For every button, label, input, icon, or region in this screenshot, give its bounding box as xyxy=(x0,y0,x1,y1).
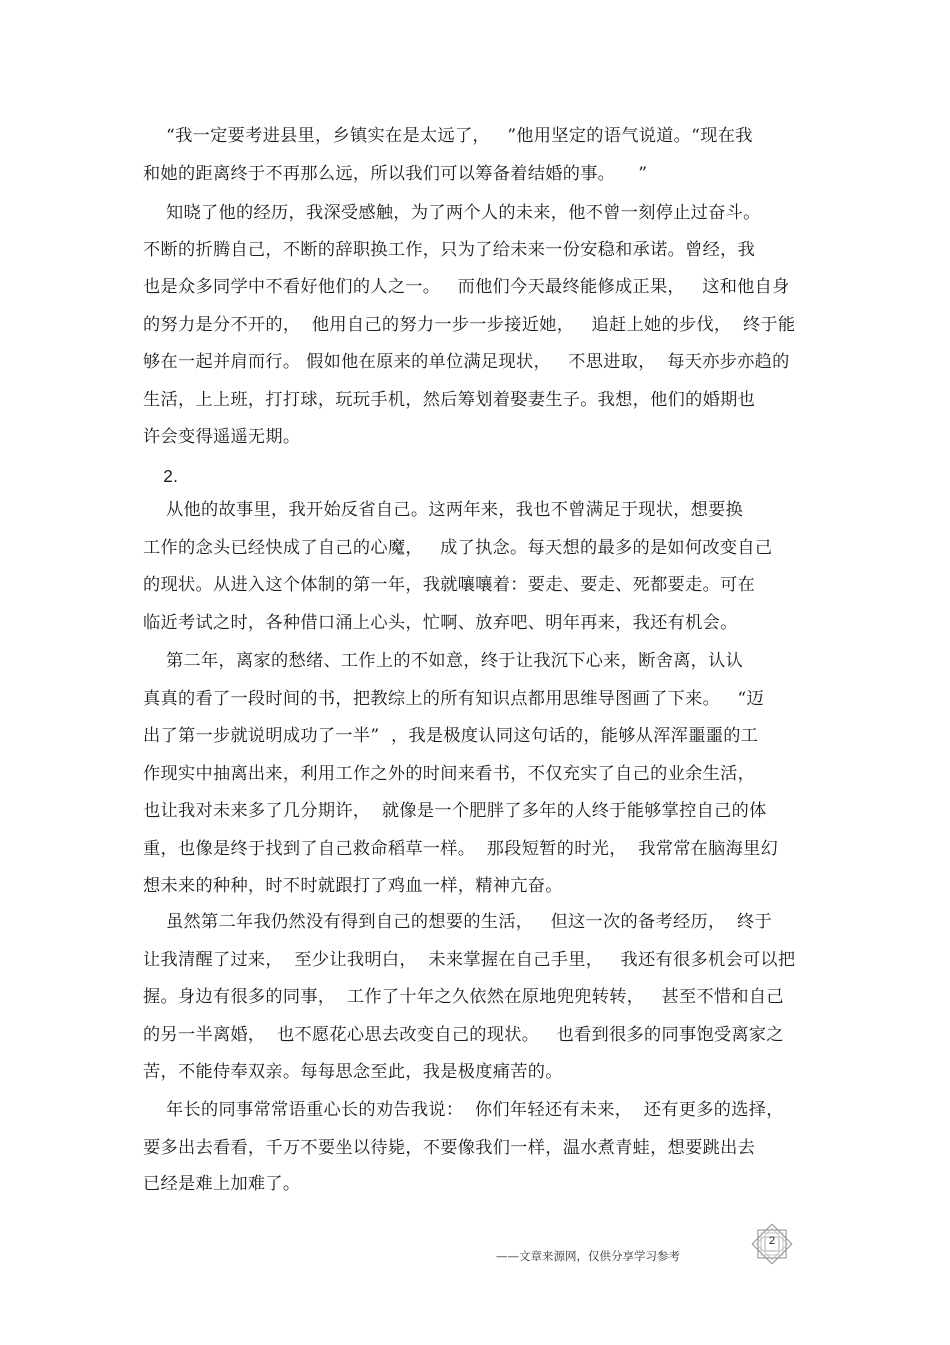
text-line: 工作的念头已经快成了自己的心魔， 成了执念。每天想的最多的是如何改变自己 xyxy=(143,538,773,558)
text-line: 从他的故事里，我开始反省自己。这两年来，我也不曾满足于现状，想要换 xyxy=(143,500,744,520)
text-line: 作现实中抽离出来，利用工作之外的时间来看书，不仅充实了自己的业余生活， xyxy=(143,764,756,784)
text-line: 和她的距离终于不再那么远，所以我们可以筹备着结婚的事。 ” xyxy=(143,164,648,184)
text-line: 生活，上上班，打打球，玩玩手机，然后筹划着娶妻生子。我想，他们的婚期也 xyxy=(143,390,756,410)
text-line: 的现状。从进入这个体制的第一年，我就嚷嚷着：要走、要走、死都要走。可在 xyxy=(143,575,756,595)
text-line: 临近考试之时，各种借口涌上心头，忙啊、放弃吧、明年再来，我还有机会。 xyxy=(143,613,738,633)
page-number: 2 xyxy=(768,1235,776,1247)
page-number-badge xyxy=(748,1220,796,1268)
text-line: 要多出去看看，千万不要坐以待毙，不要像我们一样，温水煮青蛙，想要跳出去 xyxy=(143,1138,756,1158)
text-line: 苦，不能侍奉双亲。每每思念至此，我是极度痛苦的。 xyxy=(143,1062,563,1082)
text-line: 也是众多同学中不看好他们的人之一。 而他们今天最终能修成正果， 这和他自身 xyxy=(143,277,790,297)
text-line: 许会变得遥遥无期。 xyxy=(143,427,301,447)
text-line: 想未来的种种，时不时就跟打了鸡血一样，精神亢奋。 xyxy=(143,876,563,896)
text-line: 真真的看了一段时间的书，把教综上的所有知识点都用思维导图画了下来。 “迈 xyxy=(143,689,764,709)
text-line: 握。身边有很多的同事， 工作了十年之久依然在原地兜兜转转， 甚至不惜和自己 xyxy=(143,987,784,1007)
text-line: 的另一半离婚， 也不愿花心思去改变自己的现状。 也看到很多的同事饱受离家之 xyxy=(143,1025,784,1045)
text-line: 年长的同事常常语重心长的劝告我说： 你们年轻还有未来， 还有更多的选择， xyxy=(143,1100,784,1120)
text-line: 够在一起并肩而行。 假如他在原来的单位满足现状， 不思进取， 每天亦步亦趋的 xyxy=(143,352,790,372)
text-line: 知晓了他的经历，我深受感触，为了两个人的未来，他不曾一刻停止过奋斗。 xyxy=(143,203,761,223)
text-line: 第二年，离家的愁绪、工作上的不如意，终于让我沉下心来，断舍离，认认 xyxy=(143,651,744,671)
text-line: 的努力是分不开的， 他用自己的努力一步一步接近她， 追赶上她的步伐， 终于能 xyxy=(143,315,796,335)
text-line: 虽然第二年我仍然没有得到自己的想要的生活， 但这一次的备考经历， 终于 xyxy=(143,912,772,932)
text-line: 让我清醒了过来， 至少让我明白， 未来掌握在自己手里， 我还有很多机会可以把 xyxy=(143,950,796,970)
source-note: ——文章来源网，仅供分享学习参考 xyxy=(496,1249,680,1263)
text-line: “我一定要考进县里，乡镇实在是太远了， ”他用坚定的语气说道。“现在我 xyxy=(143,126,753,146)
text-line: 已经是难上加难了。 xyxy=(143,1174,301,1194)
text-line: 出了第一步就说明成功了一半” ，我是极度认同这句话的，能够从浑浑噩噩的工 xyxy=(143,726,759,746)
section-number: 2. xyxy=(143,466,179,486)
text-line: 也让我对未来多了几分期许， 就像是一个肥胖了多年的人终于能够掌控自己的体 xyxy=(143,801,767,821)
text-line: 重，也像是终于找到了自己救命稻草一样。 那段短暂的时光， 我常常在脑海里幻 xyxy=(143,839,779,859)
text-line: 不断的折腾自己，不断的辞职换工作，只为了给未来一份安稳和承诺。曾经，我 xyxy=(143,240,756,260)
